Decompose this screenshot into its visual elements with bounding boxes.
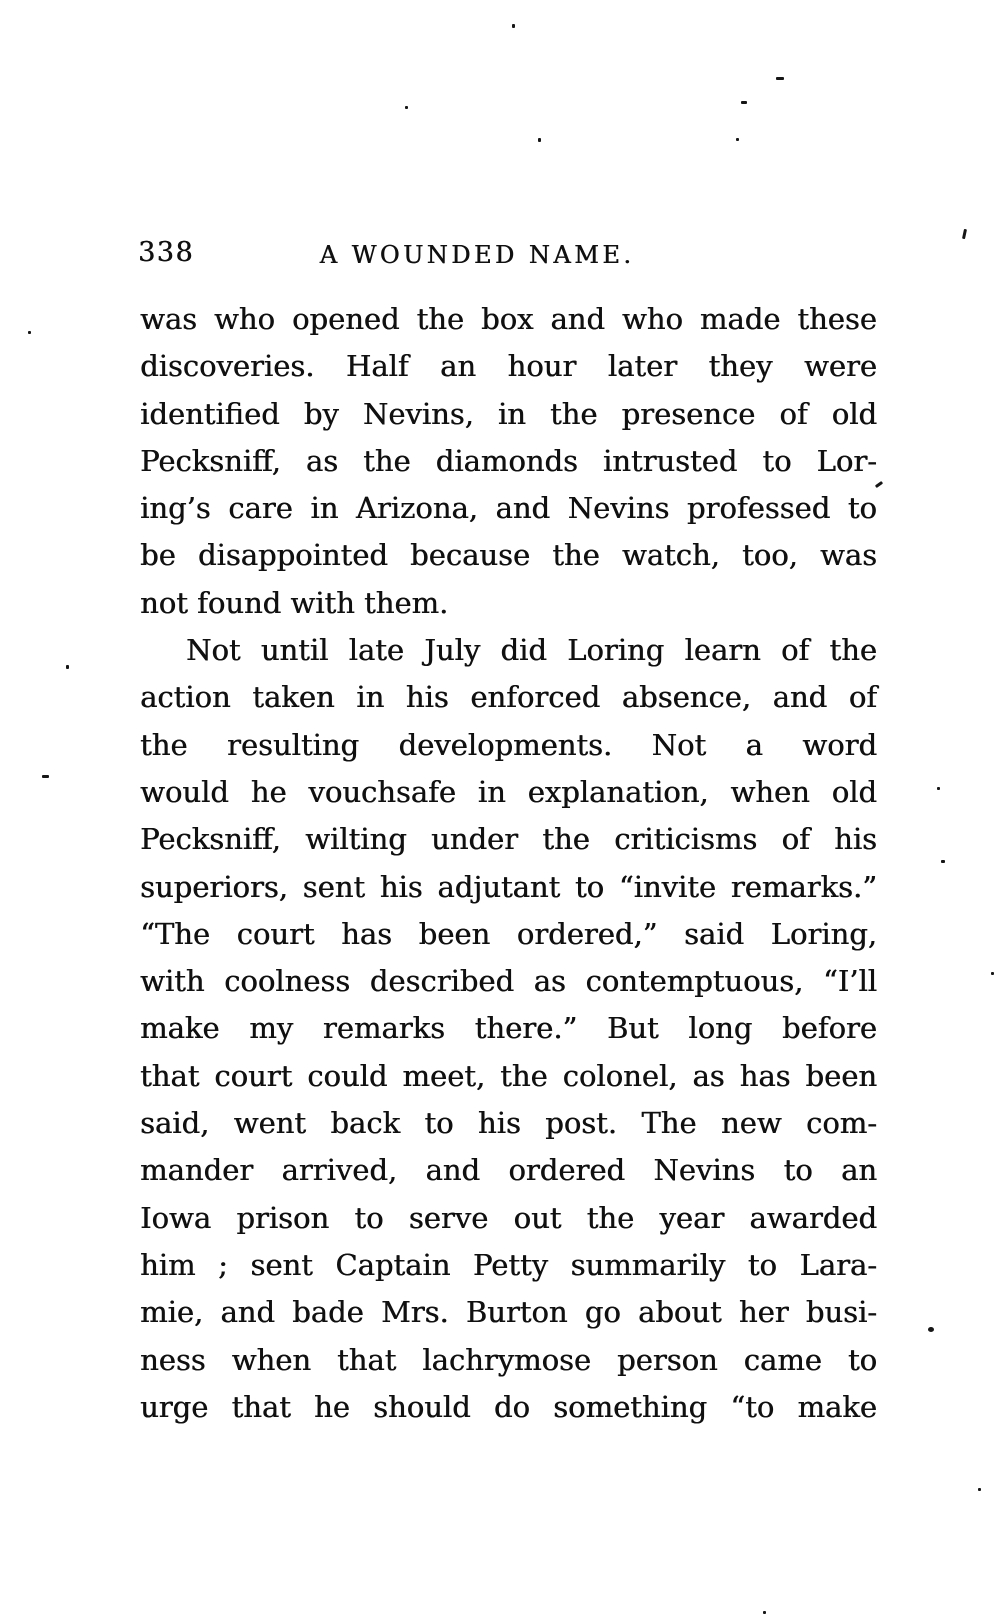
scan-speck	[991, 972, 994, 975]
scan-speck	[928, 1327, 934, 1332]
text-line: identified by Nevins, in the presence of old	[140, 396, 877, 431]
text-line: not found with them.	[140, 585, 449, 620]
text-line: “The court has been ordered,” said Loring,	[140, 916, 877, 951]
text-line: mie, and bade Mrs. Burton go about her busi-	[140, 1295, 877, 1330]
text-line: him ; sent Captain Petty summarily to Lara-	[140, 1247, 877, 1282]
scan-speck	[736, 138, 739, 141]
text-line: Not until late July did Loring learn of the	[186, 633, 877, 668]
text-line: urge that he should do something “to make	[140, 1389, 877, 1424]
scan-speck	[512, 24, 515, 28]
page-number: 338	[138, 237, 195, 268]
scan-speck	[937, 787, 940, 790]
text-line: Pecksniff, wilting under the criticisms of his	[140, 822, 877, 857]
running-title: A WOUNDED NAME.	[319, 241, 635, 269]
text-line: Iowa prison to serve out the year awarded	[140, 1200, 877, 1235]
scan-speck	[741, 101, 747, 104]
text-line: ness when that lachrymose person came to	[140, 1342, 877, 1377]
scan-speck	[962, 229, 967, 239]
text-line: Pecksniff, as the diamonds intrusted to Lor-	[140, 443, 877, 478]
text-line: that court could meet, the colonel, as has been	[140, 1058, 877, 1093]
text-line: mander arrived, and ordered Nevins to an	[140, 1153, 877, 1188]
text-line: action taken in his enforced absence, and of	[140, 680, 877, 715]
text-line: with coolness described as contemptuous, “I’ll	[140, 964, 877, 999]
text-line: would he vouchsafe in explanation, when old	[140, 774, 877, 809]
text-line: said, went back to his post. The new com-	[140, 1106, 877, 1141]
scan-speck	[28, 331, 31, 334]
text-line: be disappointed because the watch, too, was	[140, 538, 877, 573]
text-line: the resulting developments. Not a word	[140, 727, 877, 762]
scan-speck	[776, 77, 784, 80]
scan-speck	[405, 106, 408, 109]
text-line: superiors, sent his adjutant to “invite remarks.”	[140, 869, 877, 904]
text-line: ing’s care in Arizona, and Nevins professed to	[140, 491, 877, 526]
text-line: discoveries. Half an hour later they were	[140, 349, 877, 384]
scan-speck	[763, 1611, 766, 1614]
page-text-block	[140, 296, 877, 1431]
text-line: make my remarks there.” But long before	[140, 1011, 877, 1046]
scan-speck	[941, 860, 945, 863]
scan-speck	[66, 665, 69, 669]
scan-speck	[978, 1488, 981, 1491]
text-line: was who opened the box and who made these	[140, 302, 877, 336]
scan-speck	[42, 775, 49, 778]
scan-speck	[538, 138, 541, 142]
